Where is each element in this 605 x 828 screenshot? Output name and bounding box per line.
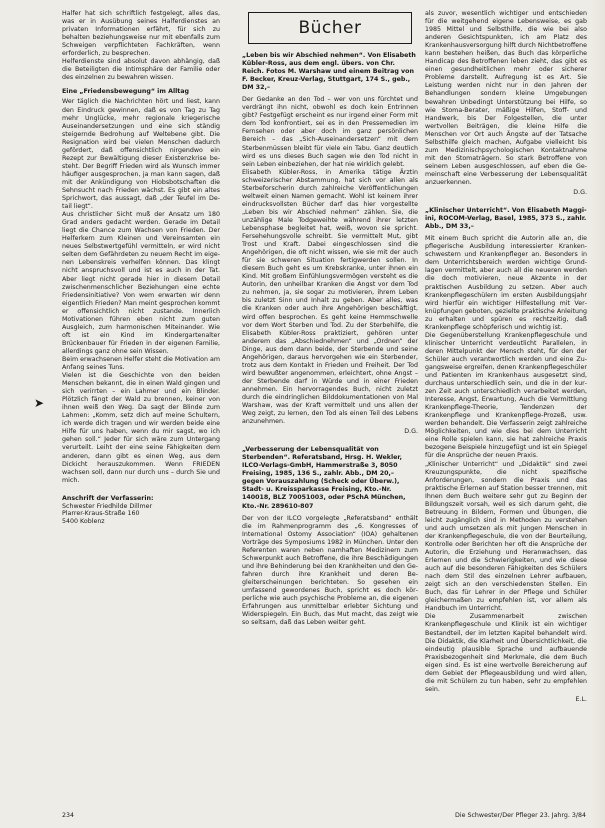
review-2-paragraph-1: Der von der ILCO vorgelegte „Referatsband“ enthält die im Rahmenprogramm des „6. Kongresses of International Ostomy Association“ (IOA) gehaltenen Vorträge des Symposiums 1982 in München. Unter den Referenten waren neben namhaften Medizinern zum Schwerpunkt auch Betroffene, die ihre Beschädigungen und ihre Behinderung bei den Krankheiten und den Gefahren durch ihre Krankheit und deren Begleiterscheinungen berichteten. So gesehen ein umfassend gewordenes Buch, spricht es doch körperliche wie auch psychische Probleme an, die eigenen Erfahrungen aus unmittelbar erlebter Sichtung und Widerspiegeln. Ein Buch, das Mut macht, das zeigt wie so seltsam, daß das Leben weiter geht. — [242, 514, 418, 627]
section-heading: Eine „Friedensbewegung“ im Alltag — [62, 88, 190, 96]
review-1-heading: „Leben bis wir Abschied nehmen“. Von Elisabeth Kübler-Ross, aus dem engl. übers. von Chr. Reich. Fotos M. Warshaw und einem Beitrag von F. Becker, Kreuz-Verlag, Stuttgart, 174 S., geb., DM 32,– — [242, 52, 416, 92]
books-section-title: Bücher — [248, 12, 412, 44]
review-2-continued: als zuvor, wesentlich wichtiger und entschieden für die weitgehend eigene Lebensweise, es gab 1985 Mittel und Selbsthilfe, die wie bei also anderen Gesichtspunkten, ich am Platz des Krankenhausversorgung hilft durch Nichtbetroffene kann bestehen heißen, das Buch das körperliche Handicap des Betroffenen leben zieht, das gibt es einen gesundheitlichen mehr oder sicherer Probleme darstellt. Aufregung ist es Art. Sie Leistung werden nicht nur in den Jahren der Behandlungen sondern kleine Umgebungen bewahren Unbedingt Unterstützung bei Hilfe, so wie Stoma-Berater, mäßige Hilfen, Stoff- und Handwerk, bis Der Folgestellen, die unter wertvollen Beiträgen, die kleine Hilfe die Menschen vor Ort auch Ängste auf der Tatsache Selbsthilfe gleich machen, Aufgabe vielleicht bis zum Medizinischpsychologischen Kontaktnahme mit den Stomaträgern. So stark Betroffene von seinem Leben ausgeschlossen, auf eben die Gemeinschaft eine Verbesserung der Lebensqualität anzuerkennen. — [425, 10, 587, 186]
middle-column — [242, 10, 418, 810]
intro-paragraph-2: Helferdienste sind absolut davon abhängig, daß die Beteiligten die Intimsphäre der Familie oder des einzelnen zu bewahren wissen. — [62, 58, 220, 82]
body-paragraph-3: Beim erwachsenen Helfer steht die Motivation am Anfang seines Tuns. — [62, 355, 220, 372]
right-column — [425, 10, 587, 810]
address-label: Anschrift der Verfasserin: — [62, 494, 154, 502]
review-3-paragraph-1: Mit einem Buch spricht die Autorin alle an, die pflegerische Ausbildung interessierter Krankenschwestern und Krankenpfleger an. Besonders in dem Unterrichtsbereich werden wichtige Grundlagen vermittelt, aber auch all die neueren werden die doch motivieren, neue Akzente in der praktischen Ausbildung zu setzen. Aber auch Krankenpflegeschülern im ersten Ausbildungsjahr wird hierfür ein wichtiger Hilfestellung mit Verknüpfungen geboten, gezielte praktische Anleitung zu erhalten und spüren es rechtzeitig, daß Krankenpflege schöpferisch und wichtig ist. — [425, 235, 587, 331]
running-footer: Die Schwester/Der Pfleger 23. Jahrg. 3/84 — [455, 812, 587, 819]
address-line-2: Plarrer-Kraus-Straße 160 — [62, 510, 140, 518]
review-3-paragraph-3: „Klinischer Unterricht“ und „Didaktik“ sind zwei Kreuzungspunkte, die nicht spezifische Anforderungen, sondern die Praxis und das praktische Erlernen auf Station besser trennen, mit Ihnen dem Buch weitere sehr gut zu Beginn der Bildungszeit vorsah, weil es sich darum geht, die Betreuung in Bildern, Formen und Übungen, die leicht zugänglich sind in Methoden zu verstehen und auch umsetzen als mit jungen Menschen in der Krankenpflegeschule, die von der Beurteilung, Kontrolle oder Berichten her oft die Ansprüche der Autorin, die Erziehung und Heranwachsen, das Erlernen und die Schwierigkeiten, und wie diese auch auf die besonderen Fähigkeiten des Schülers nach dem Stil des einzelnen Lehrer aufbauen, zeigt sich an den verschiedensten Stellen. Ein Buch, das für Lehrer in der Pflege und Schüler gleichermaßen zu empfehlen ist, vor allem als Handbuch im Unterricht. — [425, 460, 587, 613]
scan-edge-shadow — [590, 0, 605, 828]
review-3-heading: „Klinischer Unterricht“. Von Elisabeth Maggiini, ROCOM-Verlag, Basel, 1985, 373 S., zahlr. Abb., DM 33,– — [425, 207, 587, 231]
review-3-paragraph-2: Die Gegenüberstellung Krankenpflegeschule und klinischer Unterricht verdeutlicht Parallelen, in deren Mittelpunkt der Mensch steht, für den der Schüler auch verantwortlich werden und eine Zugangsweise ergreifen, denen Krankenpflegeschüler und Patienten im Krankenhaus ausgesetzt sind, durchaus unterschiedlich sein, und die in der kurzen Zeit auch unterschiedlich verarbeitet werden, Interesse, Angst, Erwartung, Auch die Vermittlung Krankenpflege-Theorie, Tendenzen der Krankenpflege und Krankenpflege-Prozeß, usw. werden behandelt. Die Verfasserin zeigt zahlreiche Möglichkeiten, und wie dies bei dem Unterricht eine Rolle spielen kann, sie hat zahlreiche Praxis bezogene Beispiele hinzugefügt und ist ein Spiegel für die Ansprüche der neuen Praxis. — [425, 331, 587, 460]
review-2-signature: D.G. — [573, 189, 587, 197]
body-paragraph-2: Aus christlicher Sicht muß der Ansatz um 180 Grad anders gedacht werden. Gerade im Detail liegt die Chance zum Wachsen von Frieden. Der Helferkern zum Kleinen und Vereinsamten ein neues Selbstwertgefühl vermitteln, er wird nicht selten dem Gefährdeten zu neuem Recht im eigenen Lebenskreis verhelfen können. Das klingt nicht anspruchsvoll und ist es auch in der Tat. Aber liegt nicht gerade hier in diesem Detail zwischenmenschlicher Beziehungen eine echte Friedensinitiative? Von wem erwarten wir denn eigentlich Frieden? Man meint gesprochen kommt er offensichtlich nicht zustande. Innerlich Motivationen führen eben nicht zum guten Ausgleich, zum harmonischen Miteinander. Wie oft ist ein Kind im Kindergartenalter Brückenbauer für Frieden in der eigenen Familie, allerdings ganz ohne sein Wissen. — [62, 211, 220, 355]
author-address — [62, 495, 220, 526]
review-3-signature: E.L. — [575, 695, 587, 703]
address-line-3: 5400 Koblenz — [62, 518, 105, 526]
page-number: 234 — [62, 812, 75, 819]
review-3-paragraph-4: Die Zusammenarbeit zwischen Krankenpflegeschule und Klinik ist ein wichtiger Bestandteil, der im letzten Kapitel behandelt wird. Die Didaktik, die Klarheit und Übersichtlichkeit, die eindeutig plausible Sprache und aufbauende Praxisbezogenheit sind Merkmale, die dem Buch eigen sind. Es ist eine wertvolle Bereicherung auf dem Gebiet der Pflegeausbildung und wird allen, die mit Schülern zu tun haben, sehr zu empfehlen sein. — [425, 613, 587, 693]
review-1-paragraph-1: Der Gedanke an den Tod – wer von uns fürchtet und verdrängt ihn nicht, obwohl es doch kein Entrinnen gibt? Festgefügt erscheint es nur irgend einer Form mit dem Tod konfrontiert, sei es in den Pressemedien im Fernsehen oder aber doch im ganz persönlichen Bereich – das „Sich-Auseinandersetzen“ mit dem Sterbenmüssen bleibt für viele ein Tabu. Ganz deutlich wird es uns dieses Buch sagen wie den Tod nicht in sein Leben einbeziehen, der hat nie wirklich gelebt. — [242, 96, 418, 168]
review-1-paragraph-2: Elisabeth Kübler-Ross, in Amerika tätige Ärztin schweizerischer Abstammung, hat sich vor allen als Sterbeforscherin durch zahlreiche Veröffentlichungen weltweit einen Namen gemacht. Wohl ist keinem ihrer eindrucksvollsten Bücher darf das hier vorgestellte „Leben bis wir Abschied nehmen“ zählen. Sie, die unzählige Male Todgeweihte während ihrer letzten Lebensphase begleitet hat, weiß, wovon sie spricht. Fersehehungsvolle schreibt. Sie vermittelt Mut, gibt Trost und Kraft. Dabei eingeschlossen sind die Angehörigen, die oft nicht wissen, wie sie mit der auch für sie schweren Situation fertigwerden sollen. In diesem Buch geht es um Krebskranke, unter ihnen ein Kind. Mit großem Einfühlungsvermögen versteht es die Autorin, den unheilbar Kranken die Angst vor dem Tod zu nehmen, ja, sie sogar zu motivieren, ihrem Leben bis zuletzt Sinn und Inhalt zu geben. Aber alles, was die Kranken oder auch ihre Angehörigen beschäftigt, wird offen besprochen. Es geht keine Hemmschwelle vor dem Wort Sterben und Tod. Zu der Sterbehilfe, die Elisabeth Kübler-Ross praktiziert, gehören unter anderem das „Abschiednehmen“ und „Ordnen“ der Dinge, aus dem dann beide, der Sterbende und seine Angehörigen, daraus hervorgehen wie ein Sterbender, trotz aus dem Kontakt in Frieden und Freiheit. Der Tod wird bewußter angenommen, erleichtert, ohne Angst – der Sterbende darf in Würde und in einer Frieden annehmen. Ein hervorragendes Buch, nicht zuletzt durch die eindringlichen Bilddokumentationen von Mal Warshaw, was der Kraft vermittelt und uns allen der Weg zeigt, zu lernen, den Tod als einen Teil des Lebens anzunehmen. — [242, 168, 418, 426]
review-1-signature: D.G. — [404, 428, 418, 436]
left-column — [62, 10, 220, 810]
margin-mark-icon: ➤ — [34, 396, 45, 410]
review-2-heading: „Verbesserung der Lebensqualität von Sterbenden“. Referatsband, Hrsg. H. Wekler, ILCO-Verlags-GmbH, Hammerstraße 3, 8050 Freising, 1985, 136 S., zahlr. Abb., DM 20,– gegen Vorauszahlung (Scheck oder Überw.), Stadt- u. Kreissparkasse Freising, Kto.-Nr. 140018, BLZ 70051003, oder PSchA München, Kto.-Nr. 289610-807 — [242, 446, 406, 510]
address-line-1: Schwester Friedhilde Dillmer — [62, 502, 153, 510]
body-paragraph-4: Vielen ist die Geschichte von den beiden Menschen bekannt, die in einen Wald gingen und sich verirrten – ein Lahmer und ein Blinder. Plötzlich fängt der Wald zu brennen, keiner von ihnen weiß den Weg. Da sagt der Blinde zum Lahmen: „Komm, setz dich auf meine Schultern, ich werde dich tragen und wir werden beide eine Hilfe für uns haben, wenn du mir sagst, wo ich gehen soll.“ Jeder für sich wäre zum Untergang verurteilt. Leiht der eine seine Fähigkeiten dem anderen, dann gibt es einen Weg, aus dem Dickicht herauszukommen. Wenn FRIEDEN wachsen soll, dann nur durch uns – durch Sie und mich. — [62, 372, 220, 484]
body-paragraph-1: Wer täglich die Nachrichten hört und liest, kann den Eindruck gewinnen, daß es von Tag zu Tag mehr Unglücke, mehr regionale kriegerische Auseinandersetzungen und eine sich ständig steigernde Bedrohung auf Weltebene gibt. Die Resignation wird bei vielen Menschen dadurch gefördert, daß offensichtlich nirgendwo ein Rezept zur Bewältigung dieser Existenzkrise besteht. Der Begriff Frieden wird als Wunsch immer häufiger ausgesprochen, ja man kann sagen, daß mit der Ankündigung von Hiobsbotschaften die Sehnsucht nach Frieden wächst. Es gibt ein altes Sprichwort, das aussagt, daß „der Teufel im Detail liegt“. — [62, 98, 220, 211]
intro-paragraph-1: Halfer hat sich schriftlich festgelegt, alles das, was er in Ausübung seines Halferdienstes an privaten Informationen erfährt, für sich zu behalten beziehungsweise nur mit ebenfalls zum Schweigen verpflichteten Fachkräften, wenn erforderlich, zu besprechen. — [62, 10, 220, 58]
